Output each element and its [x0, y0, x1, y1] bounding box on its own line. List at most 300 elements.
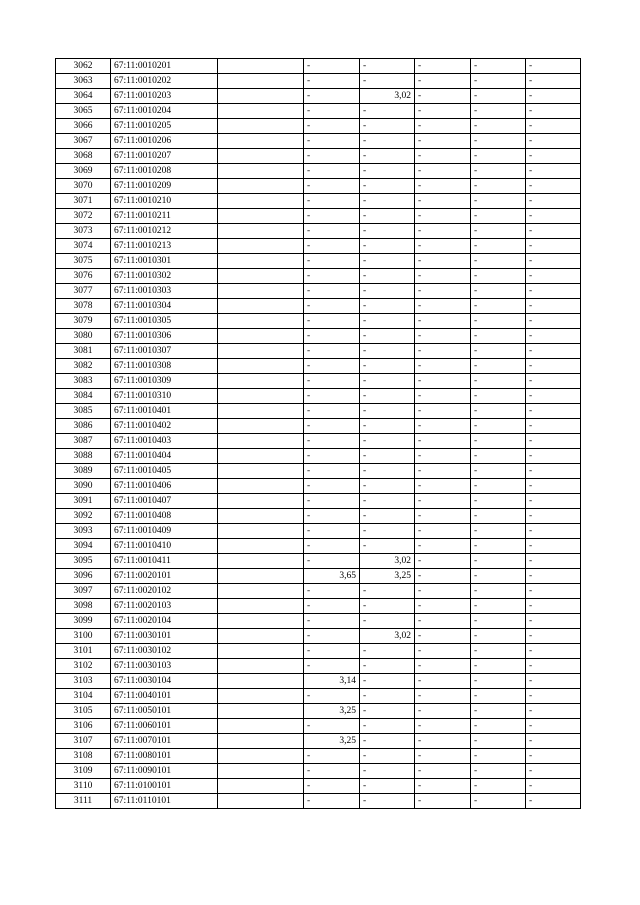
table-row: [56, 644, 581, 659]
row-number-cell: 3092: [56, 509, 111, 524]
blank-cell-cell: [218, 599, 304, 614]
row-number-cell: 3067: [56, 134, 111, 149]
value-col-5-cell: -: [526, 239, 581, 254]
value-col-4-cell: -: [471, 434, 526, 449]
value-col-3-cell: -: [415, 644, 471, 659]
cadastral-number-cell: 67:11:0010303: [111, 284, 218, 299]
value-col-1-cell: -: [304, 539, 360, 554]
value-col-5-cell: -: [526, 134, 581, 149]
value-col-5-cell: -: [526, 569, 581, 584]
value-col-1-cell: 3,65: [304, 569, 360, 584]
value-col-1-cell: -: [304, 74, 360, 89]
value-col-1-cell: -: [304, 299, 360, 314]
value-col-3-cell: -: [415, 599, 471, 614]
cadastral-number-cell: 67:11:0010202: [111, 74, 218, 89]
table-row: [56, 119, 581, 134]
value-col-3-cell: -: [415, 374, 471, 389]
value-col-2-cell: -: [360, 659, 415, 674]
value-col-1-cell: 3,25: [304, 734, 360, 749]
blank-cell-cell: [218, 134, 304, 149]
table-row: [56, 449, 581, 464]
table-row: [56, 464, 581, 479]
row-number-cell: 3065: [56, 104, 111, 119]
value-col-5-cell: -: [526, 434, 581, 449]
value-col-2-cell: -: [360, 524, 415, 539]
value-col-4-cell: -: [471, 269, 526, 284]
value-col-2-cell: -: [360, 209, 415, 224]
value-col-2-cell: -: [360, 374, 415, 389]
value-col-2-cell: -: [360, 764, 415, 779]
table-row: [56, 284, 581, 299]
value-col-2-cell: -: [360, 389, 415, 404]
value-col-2-cell: -: [360, 494, 415, 509]
cadastral-number-cell: 67:11:0010406: [111, 479, 218, 494]
table-row: [56, 209, 581, 224]
value-col-1-cell: -: [304, 794, 360, 809]
blank-cell-cell: [218, 689, 304, 704]
row-number-cell: 3079: [56, 314, 111, 329]
value-col-2-cell: -: [360, 359, 415, 374]
value-col-5-cell: -: [526, 284, 581, 299]
value-col-4-cell: -: [471, 794, 526, 809]
value-col-2-cell: -: [360, 284, 415, 299]
value-col-2-cell: -: [360, 119, 415, 134]
value-col-4-cell: -: [471, 149, 526, 164]
value-col-4-cell: -: [471, 344, 526, 359]
value-col-4-cell: -: [471, 449, 526, 464]
row-number-cell: 3084: [56, 389, 111, 404]
value-col-2-cell: -: [360, 734, 415, 749]
value-col-4-cell: -: [471, 254, 526, 269]
value-col-1-cell: -: [304, 524, 360, 539]
value-col-2-cell: -: [360, 599, 415, 614]
value-col-3-cell: -: [415, 284, 471, 299]
table-row: [56, 509, 581, 524]
blank-cell-cell: [218, 629, 304, 644]
value-col-2-cell: -: [360, 449, 415, 464]
table-row: [56, 554, 581, 569]
blank-cell-cell: [218, 374, 304, 389]
value-col-5-cell: -: [526, 269, 581, 284]
table-row: [56, 299, 581, 314]
blank-cell-cell: [218, 74, 304, 89]
value-col-4-cell: -: [471, 704, 526, 719]
blank-cell-cell: [218, 104, 304, 119]
row-number-cell: 3110: [56, 779, 111, 794]
table-row: [56, 314, 581, 329]
table-row: [56, 494, 581, 509]
value-col-5-cell: -: [526, 209, 581, 224]
value-col-3-cell: -: [415, 419, 471, 434]
value-col-4-cell: -: [471, 734, 526, 749]
value-col-4-cell: -: [471, 524, 526, 539]
cadastral-number-cell: 67:11:0040101: [111, 689, 218, 704]
row-number-cell: 3104: [56, 689, 111, 704]
value-col-2-cell: 3,02: [360, 554, 415, 569]
blank-cell-cell: [218, 329, 304, 344]
row-number-cell: 3089: [56, 464, 111, 479]
blank-cell-cell: [218, 389, 304, 404]
table-row: [56, 599, 581, 614]
table-row: [56, 134, 581, 149]
cadastral-number-cell: 67:11:0030104: [111, 674, 218, 689]
cadastral-number-cell: 67:11:0010408: [111, 509, 218, 524]
value-col-5-cell: -: [526, 254, 581, 269]
row-number-cell: 3078: [56, 299, 111, 314]
value-col-5-cell: -: [526, 404, 581, 419]
value-col-2-cell: -: [360, 779, 415, 794]
value-col-2-cell: -: [360, 674, 415, 689]
table-row: [56, 179, 581, 194]
cadastral-number-cell: 67:11:0090101: [111, 764, 218, 779]
table-row: [56, 59, 581, 74]
value-col-4-cell: -: [471, 374, 526, 389]
row-number-cell: 3081: [56, 344, 111, 359]
value-col-1-cell: -: [304, 164, 360, 179]
value-col-3-cell: -: [415, 674, 471, 689]
value-col-5-cell: -: [526, 689, 581, 704]
value-col-3-cell: -: [415, 524, 471, 539]
value-col-5-cell: -: [526, 464, 581, 479]
value-col-2-cell: -: [360, 644, 415, 659]
value-col-1-cell: -: [304, 89, 360, 104]
value-col-1-cell: -: [304, 359, 360, 374]
value-col-4-cell: -: [471, 419, 526, 434]
blank-cell-cell: [218, 179, 304, 194]
cadastral-number-cell: 67:11:0010401: [111, 404, 218, 419]
value-col-1-cell: -: [304, 149, 360, 164]
value-col-5-cell: -: [526, 374, 581, 389]
row-number-cell: 3093: [56, 524, 111, 539]
row-number-cell: 3070: [56, 179, 111, 194]
value-col-3-cell: -: [415, 179, 471, 194]
blank-cell-cell: [218, 479, 304, 494]
value-col-1-cell: -: [304, 434, 360, 449]
cadastral-number-cell: 67:11:0020104: [111, 614, 218, 629]
value-col-4-cell: -: [471, 569, 526, 584]
value-col-4-cell: -: [471, 629, 526, 644]
value-col-2-cell: -: [360, 509, 415, 524]
value-col-1-cell: -: [304, 749, 360, 764]
value-col-5-cell: -: [526, 449, 581, 464]
table-row: [56, 164, 581, 179]
table-row: [56, 389, 581, 404]
cadastral-number-cell: 67:11:0010306: [111, 329, 218, 344]
value-col-2-cell: -: [360, 464, 415, 479]
value-col-1-cell: -: [304, 599, 360, 614]
row-number-cell: 3076: [56, 269, 111, 284]
blank-cell-cell: [218, 524, 304, 539]
blank-cell-cell: [218, 404, 304, 419]
value-col-2-cell: 3,25: [360, 569, 415, 584]
value-col-1-cell: -: [304, 104, 360, 119]
value-col-1-cell: -: [304, 614, 360, 629]
value-col-4-cell: -: [471, 779, 526, 794]
row-number-cell: 3111: [56, 794, 111, 809]
row-number-cell: 3103: [56, 674, 111, 689]
row-number-cell: 3082: [56, 359, 111, 374]
value-col-3-cell: -: [415, 569, 471, 584]
value-col-3-cell: -: [415, 314, 471, 329]
cadastral-number-cell: 67:11:0110101: [111, 794, 218, 809]
value-col-1-cell: -: [304, 629, 360, 644]
row-number-cell: 3074: [56, 239, 111, 254]
value-col-3-cell: -: [415, 209, 471, 224]
table-row: [56, 764, 581, 779]
value-col-2-cell: -: [360, 344, 415, 359]
blank-cell-cell: [218, 194, 304, 209]
blank-cell-cell: [218, 269, 304, 284]
table-row: [56, 719, 581, 734]
value-col-1-cell: -: [304, 239, 360, 254]
row-number-cell: 3100: [56, 629, 111, 644]
value-col-4-cell: -: [471, 584, 526, 599]
value-col-1-cell: -: [304, 464, 360, 479]
row-number-cell: 3083: [56, 374, 111, 389]
value-col-5-cell: -: [526, 149, 581, 164]
value-col-3-cell: -: [415, 434, 471, 449]
row-number-cell: 3063: [56, 74, 111, 89]
table-row: [56, 479, 581, 494]
blank-cell-cell: [218, 644, 304, 659]
value-col-2-cell: -: [360, 164, 415, 179]
value-col-3-cell: -: [415, 359, 471, 374]
cadastral-number-cell: 67:11:0010207: [111, 149, 218, 164]
value-col-3-cell: -: [415, 509, 471, 524]
cadastral-number-cell: 67:11:0030102: [111, 644, 218, 659]
table-row: [56, 779, 581, 794]
value-col-4-cell: -: [471, 659, 526, 674]
blank-cell-cell: [218, 464, 304, 479]
value-col-1-cell: -: [304, 494, 360, 509]
value-col-3-cell: -: [415, 299, 471, 314]
value-col-5-cell: -: [526, 629, 581, 644]
value-col-2-cell: -: [360, 719, 415, 734]
cadastral-number-cell: 67:11:0010308: [111, 359, 218, 374]
value-col-3-cell: -: [415, 344, 471, 359]
value-col-3-cell: -: [415, 134, 471, 149]
row-number-cell: 3069: [56, 164, 111, 179]
value-col-3-cell: -: [415, 719, 471, 734]
value-col-4-cell: -: [471, 194, 526, 209]
table-row: [56, 749, 581, 764]
value-col-3-cell: -: [415, 449, 471, 464]
value-col-2-cell: -: [360, 59, 415, 74]
value-col-5-cell: -: [526, 734, 581, 749]
table-row: [56, 149, 581, 164]
value-col-3-cell: -: [415, 749, 471, 764]
value-col-5-cell: -: [526, 89, 581, 104]
table-row: [56, 404, 581, 419]
value-col-1-cell: 3,25: [304, 704, 360, 719]
table-row: [56, 689, 581, 704]
value-col-3-cell: -: [415, 779, 471, 794]
value-col-2-cell: -: [360, 329, 415, 344]
value-col-4-cell: -: [471, 494, 526, 509]
value-col-3-cell: -: [415, 224, 471, 239]
table-body: [56, 59, 581, 809]
cadastral-number-cell: 67:11:0010403: [111, 434, 218, 449]
value-col-2-cell: -: [360, 419, 415, 434]
blank-cell-cell: [218, 614, 304, 629]
cadastral-number-cell: 67:11:0010309: [111, 374, 218, 389]
cadastral-number-cell: 67:11:0080101: [111, 749, 218, 764]
blank-cell-cell: [218, 494, 304, 509]
value-col-1-cell: -: [304, 389, 360, 404]
row-number-cell: 3109: [56, 764, 111, 779]
row-number-cell: 3072: [56, 209, 111, 224]
value-col-4-cell: -: [471, 209, 526, 224]
row-number-cell: 3090: [56, 479, 111, 494]
cadastral-number-cell: 67:11:0010304: [111, 299, 218, 314]
row-number-cell: 3106: [56, 719, 111, 734]
value-col-5-cell: -: [526, 704, 581, 719]
value-col-3-cell: -: [415, 164, 471, 179]
data-table: [55, 58, 581, 809]
blank-cell-cell: [218, 704, 304, 719]
cadastral-number-cell: 67:11:0010208: [111, 164, 218, 179]
value-col-4-cell: -: [471, 284, 526, 299]
value-col-2-cell: -: [360, 179, 415, 194]
blank-cell-cell: [218, 734, 304, 749]
value-col-5-cell: -: [526, 764, 581, 779]
value-col-3-cell: -: [415, 734, 471, 749]
value-col-1-cell: -: [304, 779, 360, 794]
blank-cell-cell: [218, 419, 304, 434]
blank-cell-cell: [218, 539, 304, 554]
value-col-1-cell: -: [304, 719, 360, 734]
row-number-cell: 3098: [56, 599, 111, 614]
value-col-2-cell: -: [360, 479, 415, 494]
value-col-3-cell: -: [415, 389, 471, 404]
row-number-cell: 3073: [56, 224, 111, 239]
row-number-cell: 3085: [56, 404, 111, 419]
table-row: [56, 269, 581, 284]
cadastral-number-cell: 67:11:0060101: [111, 719, 218, 734]
cadastral-number-cell: 67:11:0100101: [111, 779, 218, 794]
value-col-1-cell: -: [304, 254, 360, 269]
row-number-cell: 3086: [56, 419, 111, 434]
blank-cell-cell: [218, 674, 304, 689]
cadastral-number-cell: 67:11:0010307: [111, 344, 218, 359]
cadastral-number-cell: 67:11:0010206: [111, 134, 218, 149]
cadastral-number-cell: 67:11:0010211: [111, 209, 218, 224]
value-col-5-cell: -: [526, 224, 581, 239]
value-col-1-cell: -: [304, 224, 360, 239]
value-col-3-cell: -: [415, 59, 471, 74]
value-col-2-cell: -: [360, 794, 415, 809]
value-col-5-cell: -: [526, 329, 581, 344]
blank-cell-cell: [218, 764, 304, 779]
row-number-cell: 3094: [56, 539, 111, 554]
value-col-4-cell: -: [471, 314, 526, 329]
blank-cell-cell: [218, 779, 304, 794]
value-col-5-cell: -: [526, 644, 581, 659]
blank-cell-cell: [218, 164, 304, 179]
value-col-2-cell: -: [360, 224, 415, 239]
cadastral-number-cell: 67:11:0020103: [111, 599, 218, 614]
cadastral-number-cell: 67:11:0010410: [111, 539, 218, 554]
value-col-4-cell: -: [471, 689, 526, 704]
blank-cell-cell: [218, 749, 304, 764]
value-col-5-cell: -: [526, 359, 581, 374]
table-row: [56, 569, 581, 584]
value-col-1-cell: -: [304, 134, 360, 149]
value-col-3-cell: -: [415, 239, 471, 254]
blank-cell-cell: [218, 569, 304, 584]
value-col-4-cell: -: [471, 59, 526, 74]
value-col-5-cell: -: [526, 344, 581, 359]
value-col-5-cell: -: [526, 584, 581, 599]
blank-cell-cell: [218, 254, 304, 269]
value-col-5-cell: -: [526, 74, 581, 89]
value-col-1-cell: -: [304, 344, 360, 359]
value-col-3-cell: -: [415, 269, 471, 284]
cadastral-number-cell: 67:11:0010212: [111, 224, 218, 239]
value-col-1-cell: -: [304, 584, 360, 599]
blank-cell-cell: [218, 719, 304, 734]
value-col-5-cell: -: [526, 779, 581, 794]
value-col-5-cell: -: [526, 659, 581, 674]
value-col-4-cell: -: [471, 509, 526, 524]
value-col-3-cell: -: [415, 689, 471, 704]
row-number-cell: 3107: [56, 734, 111, 749]
blank-cell-cell: [218, 554, 304, 569]
cadastral-number-cell: 67:11:0010407: [111, 494, 218, 509]
table-row: [56, 359, 581, 374]
table-row: [56, 659, 581, 674]
value-col-4-cell: -: [471, 224, 526, 239]
value-col-4-cell: -: [471, 404, 526, 419]
value-col-4-cell: -: [471, 599, 526, 614]
value-col-3-cell: -: [415, 794, 471, 809]
value-col-1-cell: -: [304, 449, 360, 464]
value-col-1-cell: -: [304, 209, 360, 224]
value-col-5-cell: -: [526, 494, 581, 509]
row-number-cell: 3099: [56, 614, 111, 629]
table-row: [56, 704, 581, 719]
value-col-2-cell: -: [360, 269, 415, 284]
value-col-3-cell: -: [415, 89, 471, 104]
value-col-5-cell: -: [526, 119, 581, 134]
row-number-cell: 3087: [56, 434, 111, 449]
cadastral-number-cell: 67:11:0010213: [111, 239, 218, 254]
value-col-3-cell: -: [415, 629, 471, 644]
row-number-cell: 3066: [56, 119, 111, 134]
value-col-3-cell: -: [415, 464, 471, 479]
cadastral-number-cell: 67:11:0010310: [111, 389, 218, 404]
table-row: [56, 419, 581, 434]
table-row: [56, 344, 581, 359]
table-row: [56, 194, 581, 209]
value-col-3-cell: -: [415, 329, 471, 344]
value-col-4-cell: -: [471, 134, 526, 149]
value-col-3-cell: -: [415, 659, 471, 674]
value-col-1-cell: -: [304, 179, 360, 194]
value-col-4-cell: -: [471, 539, 526, 554]
table-row: [56, 104, 581, 119]
value-col-4-cell: -: [471, 179, 526, 194]
value-col-2-cell: 3,02: [360, 89, 415, 104]
value-col-3-cell: -: [415, 149, 471, 164]
cadastral-number-cell: 67:11:0010302: [111, 269, 218, 284]
value-col-5-cell: -: [526, 749, 581, 764]
value-col-1-cell: -: [304, 419, 360, 434]
value-col-2-cell: -: [360, 749, 415, 764]
table-row: [56, 89, 581, 104]
value-col-3-cell: -: [415, 554, 471, 569]
cadastral-number-cell: 67:11:0010204: [111, 104, 218, 119]
